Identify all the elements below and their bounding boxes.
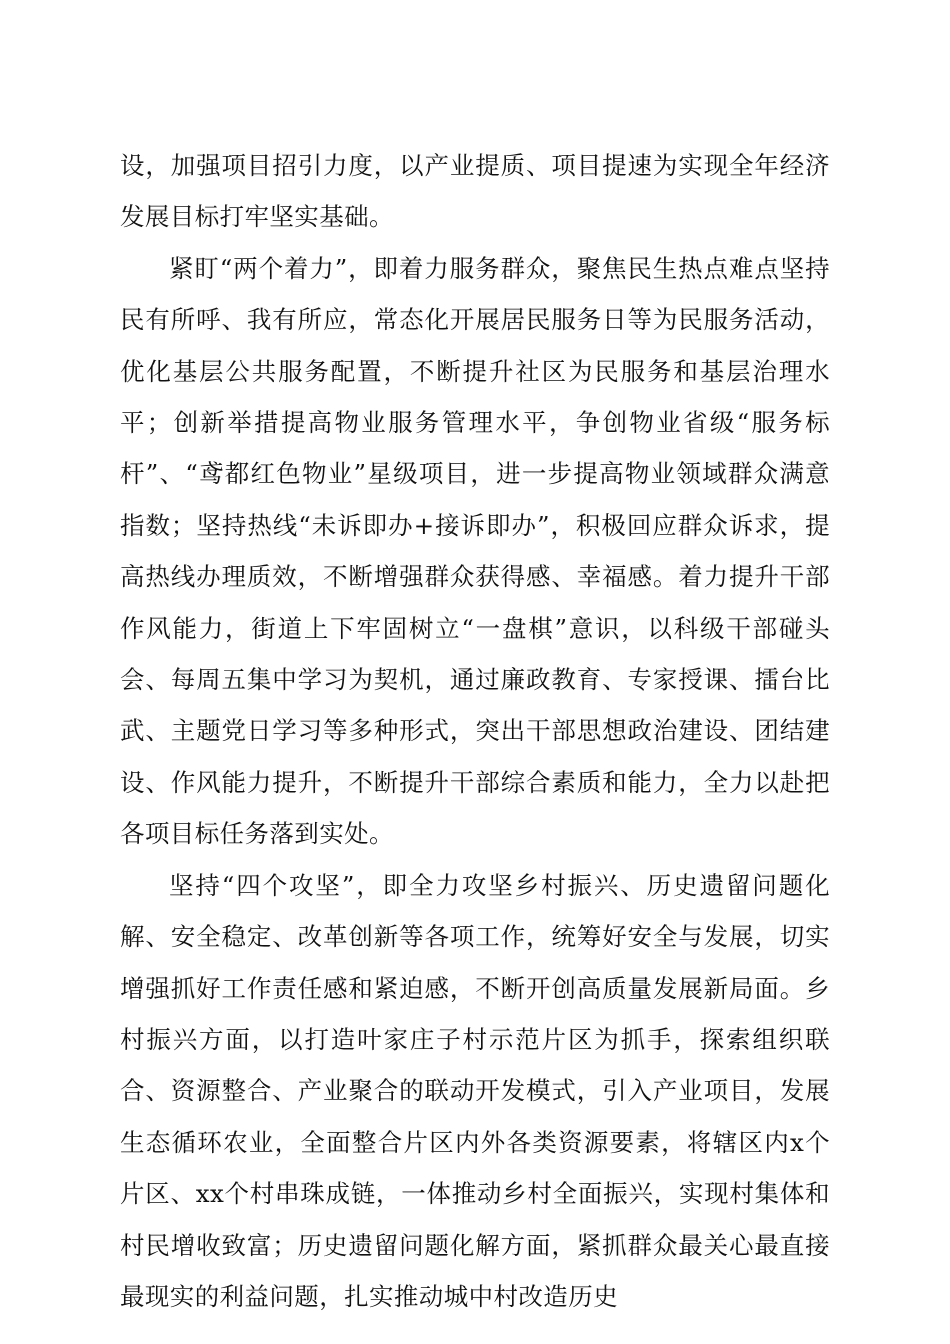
- paragraph-continuation: 设，加强项目招引力度，以产业提质、项目提速为实现全年经济发展目标打牢坚实基础。: [120, 151, 830, 232]
- document-body: [120, 140, 830, 1322]
- paragraph-four-tasks: 坚持“四个攻坚”，即全力攻坚乡村振兴、历史遗留问题化解、安全稳定、改革创新等各项工作，统筹好安全与发展，切实增强抓好工作责任感和紧迫感，不断开创高质量发展新局面。乡村振兴方面，以打造叶家庄子村示范片区为抓手，探索组织联合、资源整合、产业聚合的联动开发模式，引入产业项目，发展生态循环农业，全面整合片区内外各类资源要素，将辖区内x个片区、xx个村串珠成链，一体推动乡村全面振兴，实现村集体和村民增收致富；历史遗留问题化解方面，紧抓群众最关心最直接最现实的利益问题，扎实推动城中村改造历史: [120, 870, 830, 1311]
- paragraph-two-focus: 紧盯“两个着力”，即着力服务群众，聚焦民生热点难点坚持民有所呼、我有所应，常态化开展居民服务日等为民服务活动，优化基层公共服务配置，不断提升社区为民服务和基层治理水平；创新举措提高物业服务管理水平，争创物业省级“服务标杆”、“鸢都红色物业”星级项目，进一步提高物业领域群众满意指数；坚持热线“未诉即办+接诉即办”，积极回应群众诉求，提高热线办理质效，不断增强群众获得感、幸福感。着力提升干部作风能力，街道上下牢固树立“一盘棋”意识，以科级干部碰头会、每周五集中学习为契机，通过廉政教育、专家授课、擂台比武、主题党日学习等多种形式，突出干部思想政治建设、团结建设、作风能力提升，不断提升干部综合素质和能力，全力以赴把各项目标任务落到实处。: [120, 253, 830, 849]
